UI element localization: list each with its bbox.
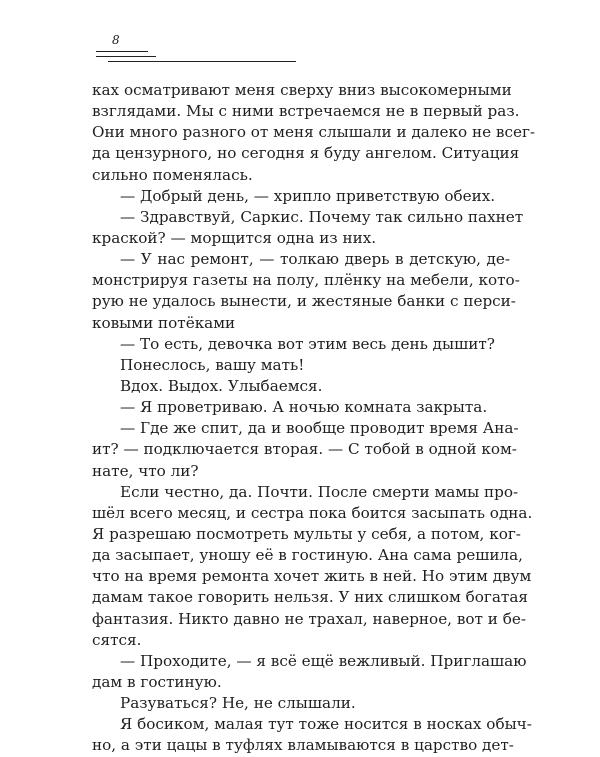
text-line: — Добрый день, — хрипло приветствую обеих. [120,186,496,205]
body-text [92,80,536,757]
text-line: но, а эти цацы в туфлях вламываются в царство дет- [92,736,514,755]
text-line: Разуваться? Не, не слышали. [120,694,356,713]
text-line: дамам такое говорить нельзя. У них слишком богатая [92,588,528,607]
header-rule [108,61,296,62]
text-line: — Здравствуй, Саркис. Почему так сильно пахнет [120,207,524,226]
text-line: — У нас ремонт, — толкаю дверь в детскую, де- [120,250,510,269]
text-line: ит? — подключается вторая. — С тобой в одной ком- [92,440,517,459]
text-line: монстрируя газеты на полу, плёнку на мебели, кото- [92,271,520,290]
text-line: Понеслось, вашу мать! [120,355,305,374]
text-line: рую не удалось вынести, и жестяные банки с перси- [92,292,516,311]
page-number: 8 [112,33,120,47]
text-line: Я разрешаю посмотреть мульты у себя, а потом, ког- [92,524,521,543]
header-rule [96,56,156,57]
text-line: ках осматривают меня сверху вниз высокомерными [92,81,512,99]
text-line: — Я проветриваю. А ночью комната закрыта. [120,398,488,417]
text-line: Они много разного от меня слышали и далеко не всег- [92,123,536,142]
text-line: сятся. [92,630,142,649]
text-line: взглядами. Мы с ними встречаемся не в первый раз. [92,102,520,121]
header-rule [96,51,148,52]
text-line: ковыми потёками [92,313,236,332]
text-line: дам в гостиную. [92,672,222,691]
text-line: что на время ремонта хочет жить в ней. Но этим двум [92,567,532,586]
text-line: сильно поменялась. [92,165,253,184]
text-line: краской? — морщится одна из них. [92,228,377,247]
text-line: нате, что ли? [92,461,199,480]
text-line: шёл всего месяц, и сестра пока боится засыпать одна. [92,503,533,522]
text-line: — Проходите, — я всё ещё вежливый. Приглашаю [120,651,527,670]
text-line: Если честно, да. Почти. После смерти мамы про- [120,482,519,501]
text-line: да цензурного, но сегодня я буду ангелом. Ситуация [92,144,520,163]
text-line: фантазия. Никто давно не трахал, наверное, вот и бе- [92,609,526,628]
text-line: — Где же спит, да и вообще проводит время Ана- [120,419,519,438]
text-line: да засыпает, уношу её в гостиную. Ана сама решила, [92,546,523,565]
text-line: — То есть, девочка вот этим весь день дышит? [120,334,495,353]
text-line: Вдох. Выдох. Улыбаемся. [120,376,323,395]
text-line: Я босиком, малая тут тоже носится в носках обыч- [120,715,532,734]
